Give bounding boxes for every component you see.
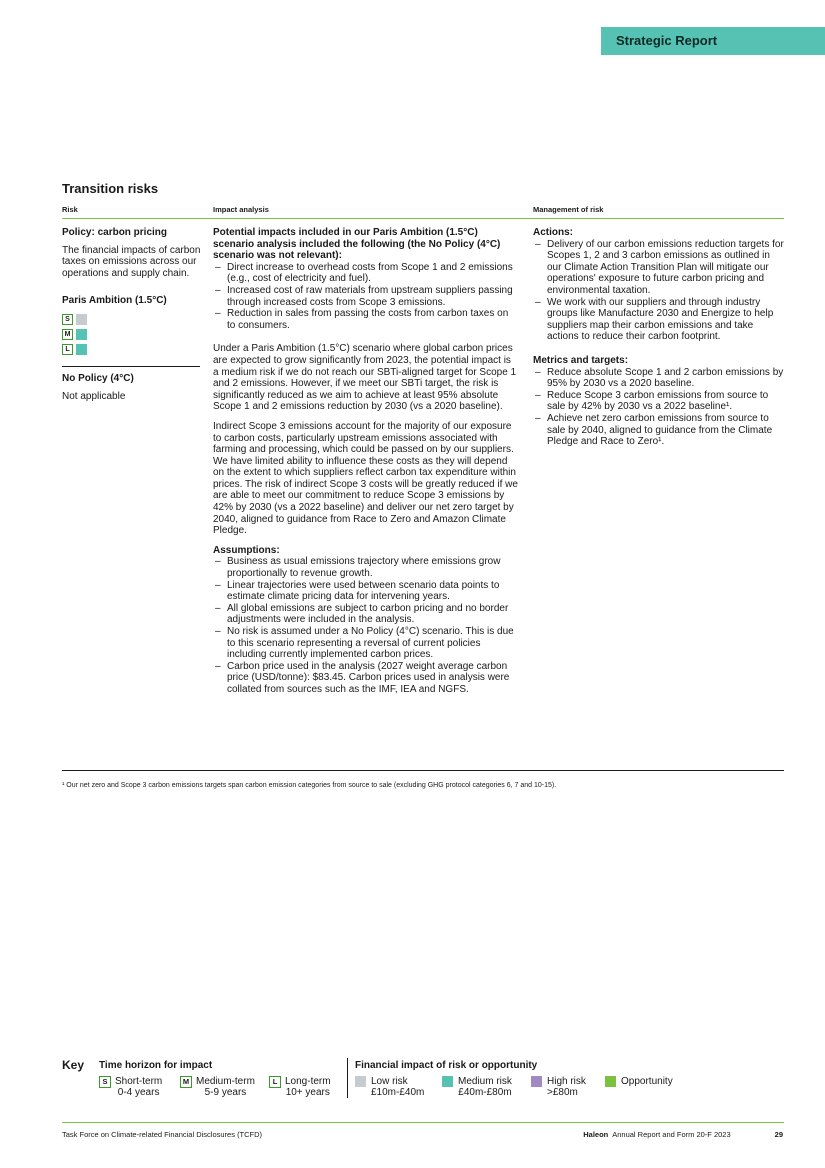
header-rule <box>62 218 784 219</box>
key-time-long-label: Long-term <box>285 1076 331 1087</box>
assumption-item: – All global emissions are subject to carbon pricing and no border adjustments were included in the analysis. <box>213 603 518 626</box>
key-time-short-sub: 0-4 years <box>117 1087 160 1098</box>
key-swatch-opportunity <box>605 1076 616 1087</box>
metrics-list <box>533 367 785 448</box>
impact-paragraph-2: Indirect Scope 3 emissions account for the majority of our exposure to carbon costs, particularly upstream emissions associated with farming and processing, which could be passed on by our suppliers. We have limited ability to influence these costs as they will depend on the extent to which suppliers reflect carbon tax expenditure within prices. The risk of indirect Scope 3 costs will be greatly reduced if we are able to meet our commitment to reduce Scope 3 emissions by 42% by 2030 (vs a 2022 baseline) and deliver our net zero target by 2040, aligned to guidance from Race to Zero and Amazon Climate Pledge. <box>213 420 518 537</box>
action-item: – Delivery of our carbon emissions reduction targets for Scopes 1, 2 and 3 carbon emissions as outlined in our Climate Action Transition Plan will mitigate our operations' exposure to future carbon pricing and environmental taxation. <box>533 239 785 297</box>
key-time-long-sub: 10+ years <box>285 1087 330 1098</box>
action-item: – We work with our suppliers and through industry groups like Manufacture 2030 and Energize to help suppliers map their carbon emissions and take actions to reduce their carbon footprint. <box>533 297 785 343</box>
horizon-badge-medium: M <box>62 329 73 340</box>
impact-paragraph-1: Under a Paris Ambition (1.5°C) scenario where global carbon prices are expected to grow significantly from 2023, the potential impact is a medium risk if we do not reach our SBTi-aligned target for Scope 1 and 2 emissions. However, if we meet our SBTi target, the risk is significantly reduced as we aim to achieve at least 95% absolute Scope 1 and 2 emissions reduction by 2030 (vs a 2020 baseline). <box>213 343 517 413</box>
scenario-nopolicy-text: Not applicable <box>62 390 126 402</box>
key-badge-medium: M <box>180 1076 192 1088</box>
impact-bullet-list <box>213 262 518 332</box>
key-fin-medium-sub: £40m-£80m <box>458 1087 512 1098</box>
scenario-nopolicy-title: No Policy (4°C) <box>62 372 134 384</box>
key-time-medium-sub: 5-9 years <box>204 1087 247 1098</box>
horizon-medium <box>62 328 202 341</box>
key-fin-medium-label: Medium risk <box>458 1076 512 1087</box>
key-badge-long: L <box>269 1076 281 1088</box>
key-swatch-medium <box>442 1076 453 1087</box>
key-time-medium <box>180 1076 255 1098</box>
page-number: 29 <box>774 1130 783 1139</box>
footer-rule <box>62 1122 784 1123</box>
key-time-long <box>269 1076 331 1098</box>
key-fin-opportunity-label: Opportunity <box>621 1076 673 1087</box>
risk-title: Policy: carbon pricing <box>62 227 168 238</box>
impact-bullet: – Direct increase to overhead costs from Scope 1 and 2 emissions (e.g., cost of electricity and fuel). <box>213 262 518 285</box>
actions-list <box>533 239 785 343</box>
key-fin-opportunity <box>605 1076 673 1087</box>
impact-swatch-medium <box>76 329 87 340</box>
metric-item: – Reduce Scope 3 carbon emissions from source to sale by 42% by 2030 vs a 2022 baseline¹. <box>533 390 785 413</box>
key-fin-medium <box>442 1076 512 1098</box>
horizon-long <box>62 343 202 356</box>
horizon-badge-short: S <box>62 314 73 325</box>
impact-swatch-low <box>76 314 87 325</box>
key-label: Key <box>62 1058 85 1072</box>
scenario-divider <box>62 366 200 367</box>
footer-report: Annual Report and Form 20-F 2023 <box>612 1130 731 1139</box>
column-header-impact: Impact analysis <box>213 205 269 214</box>
key-financial-title: Financial impact of risk or opportunity <box>355 1060 538 1071</box>
key-fin-low-label: Low risk <box>371 1076 408 1087</box>
key-fin-low-sub: £10m-£40m <box>371 1087 425 1098</box>
assumption-item: – No risk is assumed under a No Policy (4°C) scenario. This is due to this scenario representing a reversal of current policies including currently implemented carbon prices. <box>213 626 518 661</box>
column-header-management: Management of risk <box>533 205 604 214</box>
footer-brand: Haleon <box>583 1130 609 1139</box>
scenario-paris-title: Paris Ambition (1.5°C) <box>62 295 167 307</box>
assumption-item: – Carbon price used in the analysis (2027 weight average carbon price (USD/tonne): $83.45. Carbon prices used in analysis were collated from sources such as the IMF, IEA and NGFS. <box>213 661 518 696</box>
key-badge-short: S <box>99 1076 111 1088</box>
key-time-short <box>99 1076 162 1098</box>
impact-bullet: – Increased cost of raw materials from upstream suppliers passing through increased costs from Scope 3 emissions. <box>213 285 518 308</box>
section-tab-strategic-report: Strategic Report <box>601 27 825 55</box>
key-fin-high-sub: >£80m <box>547 1087 578 1098</box>
assumption-item: – Linear trajectories were used between scenario data points to estimate climate pricing data for intervening years. <box>213 580 518 603</box>
key-time-title: Time horizon for impact <box>99 1060 213 1071</box>
horizon-badge-long: L <box>62 344 73 355</box>
key-swatch-low <box>355 1076 366 1087</box>
metric-item: – Reduce absolute Scope 1 and 2 carbon emissions by 95% by 2030 vs a 2020 baseline. <box>533 367 785 390</box>
section-title: Transition risks <box>62 181 159 196</box>
key-time-medium-label: Medium-term <box>196 1076 255 1087</box>
risk-description: The financial impacts of carbon taxes on emissions across our operations and supply chain. <box>62 244 201 279</box>
horizon-short <box>62 313 202 326</box>
impact-intro: Potential impacts included in our Paris Ambition (1.5°C) scenario analysis included the following (the No Policy (4°C) scenario was not relevant): <box>213 227 501 262</box>
legend-key <box>62 1058 784 1103</box>
footnote: ¹ Our net zero and Scope 3 carbon emissions targets span carbon emission categories from source to sale (excluding GHG protocol categories 6, 7 and 10-15). <box>62 782 557 789</box>
key-time-short-label: Short-term <box>115 1076 163 1087</box>
assumption-item: – Business as usual emissions trajectory where emissions grow proportionally to revenue growth. <box>213 556 518 579</box>
impact-column <box>213 227 518 704</box>
metrics-title: Metrics and targets: <box>533 354 629 366</box>
key-divider <box>347 1058 348 1098</box>
management-column <box>533 227 785 456</box>
footer-section-name: Task Force on Climate-related Financial Disclosures (TCFD) <box>62 1130 263 1139</box>
table-bottom-rule <box>62 770 784 771</box>
assumptions-list <box>213 556 518 695</box>
column-header-risk: Risk <box>62 205 78 214</box>
key-fin-high-label: High risk <box>547 1076 586 1087</box>
key-fin-high <box>531 1076 586 1098</box>
key-fin-low <box>355 1076 424 1098</box>
impact-swatch-medium-long <box>76 344 87 355</box>
impact-bullet: – Reduction in sales from passing the costs from carbon taxes on to consumers. <box>213 308 518 331</box>
actions-title: Actions: <box>533 227 573 238</box>
footer-right <box>583 1130 783 1139</box>
key-swatch-high <box>531 1076 542 1087</box>
risk-column <box>62 227 202 410</box>
assumptions-title: Assumptions: <box>213 544 280 556</box>
metric-item: – Achieve net zero carbon emissions from source to sale by 2040, aligned to guidance from the Climate Pledge and Race to Zero¹. <box>533 413 785 448</box>
